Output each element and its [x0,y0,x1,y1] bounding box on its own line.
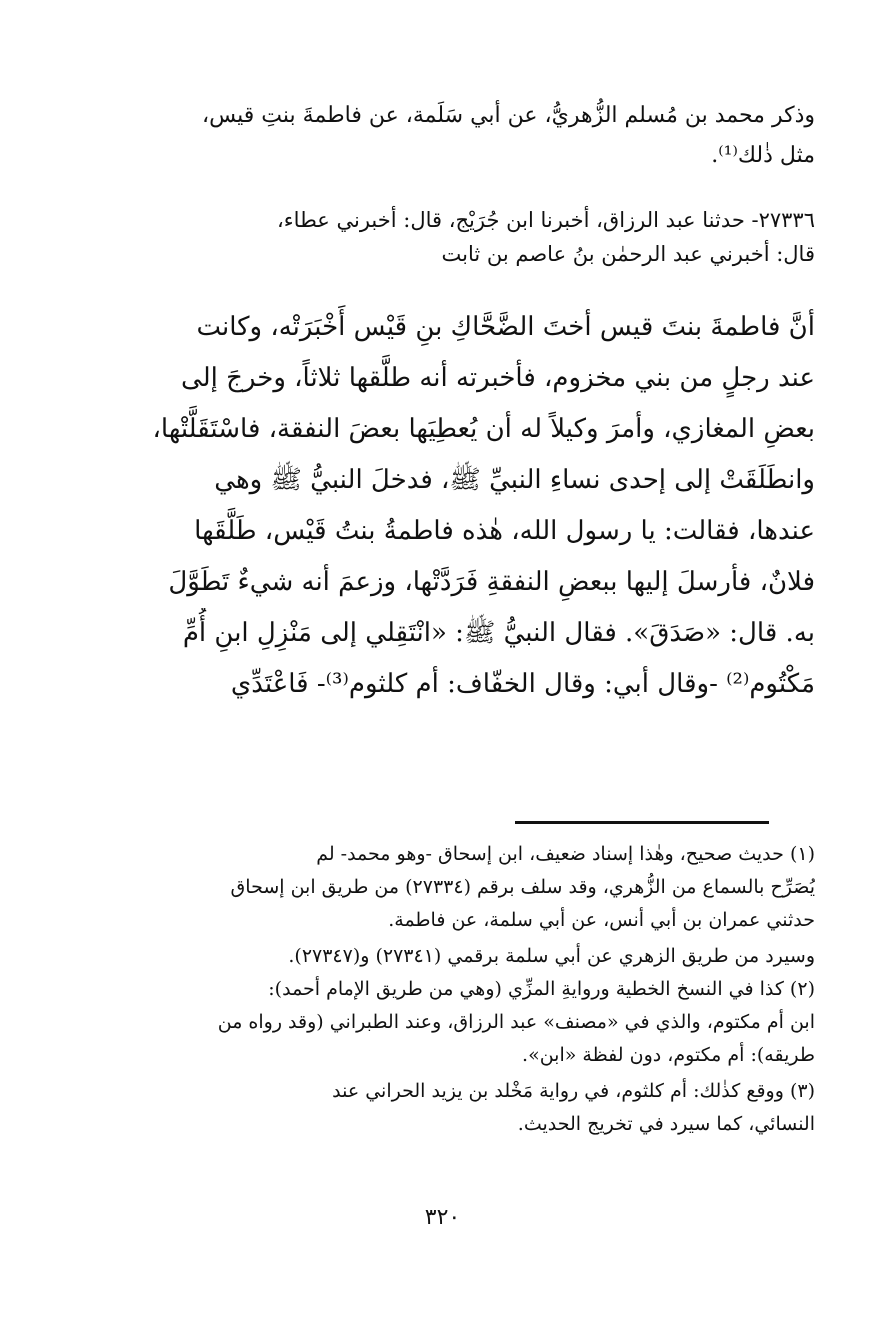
text-line: بعضِ المغازي، وأمرَ وكيلاً له أن يُعطِيَها بعضَ النفقة، فاسْتَقَلَّتْها، [152,414,815,444]
footnote-line: يُصَرِّح بالسماع من الزُّهري، وقد سلف برقم (٢٧٣٣٤) من طريق ابن إسحاق [230,876,815,898]
footnote-line: النسائي، كما سيرد في تخريج الحديث. [517,1113,815,1135]
text-line: عندها، فقالت: يا رسول الله، هٰذه فاطمةُ بنتُ قَيْس، طَلَّقَها [194,516,815,546]
footnote-line: (٢) كذا في النسخ الخطية وروايةِ المزِّي (وهي من طريق الإمام أحمد): [268,978,815,1000]
footnote-line: (١) حديث صحيح، وهٰذا إسناد ضعيف، ابن إسحاق -وهو محمد- لم [316,843,815,865]
text-line: مَكْتُوم⁽²⁾ -وقال أبي: وقال الخفّاف: أم كلثوم⁽³⁾- فَاعْتَدِّي [230,669,815,699]
footnote-line: حدثني عمران بن أبي أنس، عن أبي سلمة، عن فاطمة. [388,909,815,931]
text-line: وانطَلَقَتْ إلى إحدى نساءِ النبيِّ ﷺ، فدخلَ النبيُّ ﷺ وهي [214,465,815,495]
footnote-line: وسيرد من طريق الزهري عن أبي سلمة برقمي (٢٧٣٤١) و(٢٧٣٤٧). [288,945,815,967]
footnote-2 [68,973,815,1072]
footnote-1-continued [68,940,815,973]
text-line: عند رجلٍ من بني مخزوم، فأخبرته أنه طلَّقها ثلاثاً، وخرجَ إلى [181,363,815,393]
footnotes [68,838,815,1141]
footnote-1 [68,838,815,937]
footnote-separator [515,821,769,824]
hadith-text [68,302,815,710]
text-line: فلانٌ، فأرسلَ إليها ببعضِ النفقةِ فَرَدَّتْها، وزعمَ أنه شيءٌ تَطَوَّلَ [168,567,815,597]
footnote-3 [68,1075,815,1141]
footnote-line: ابن أم مكتوم، والذي في «مصنف» عبد الرزاق، وعند الطبراني (وقد رواه من [217,1011,815,1033]
text-line: قال: أخبرني عبد الرحمٰن بنُ عاصم بن ثابت [441,242,815,266]
footnote-line: (٣) ووقع كذٰلك: أم كلثوم، في رواية مَخْلد بن يزيد الحراني عند [332,1080,815,1102]
opening-paragraph [68,96,815,176]
text-line: مثل ذٰلك⁽¹⁾. [711,143,815,168]
hadith-isnad [68,203,815,271]
footnote-line: طريقه): أم مكتوم، دون لفظة «ابن». [522,1044,815,1066]
page-number: ٣٢٠ [424,1205,461,1230]
text-line: ٢٧٣٣٦- حدثنا عبد الرزاق، أخبرنا ابن جُرَيْج، قال: أخبرني عطاء، [277,208,815,232]
text-line: وذكر محمد بن مُسلم الزُّهريُّ، عن أبي سَلَمة، عن فاطمةَ بنتِ قيس، [202,103,815,128]
text-line: به. قال: «صَدَقَ». فقال النبيُّ ﷺ: «انْتَقِلي إلى مَنْزِلِ ابنِ أُمِّ [182,618,815,648]
text-line: أنَّ فاطمةَ بنتَ قيس أختَ الضَّحَّاكِ بنِ قَيْس أَخْبَرَتْه، وكانت [196,312,815,342]
